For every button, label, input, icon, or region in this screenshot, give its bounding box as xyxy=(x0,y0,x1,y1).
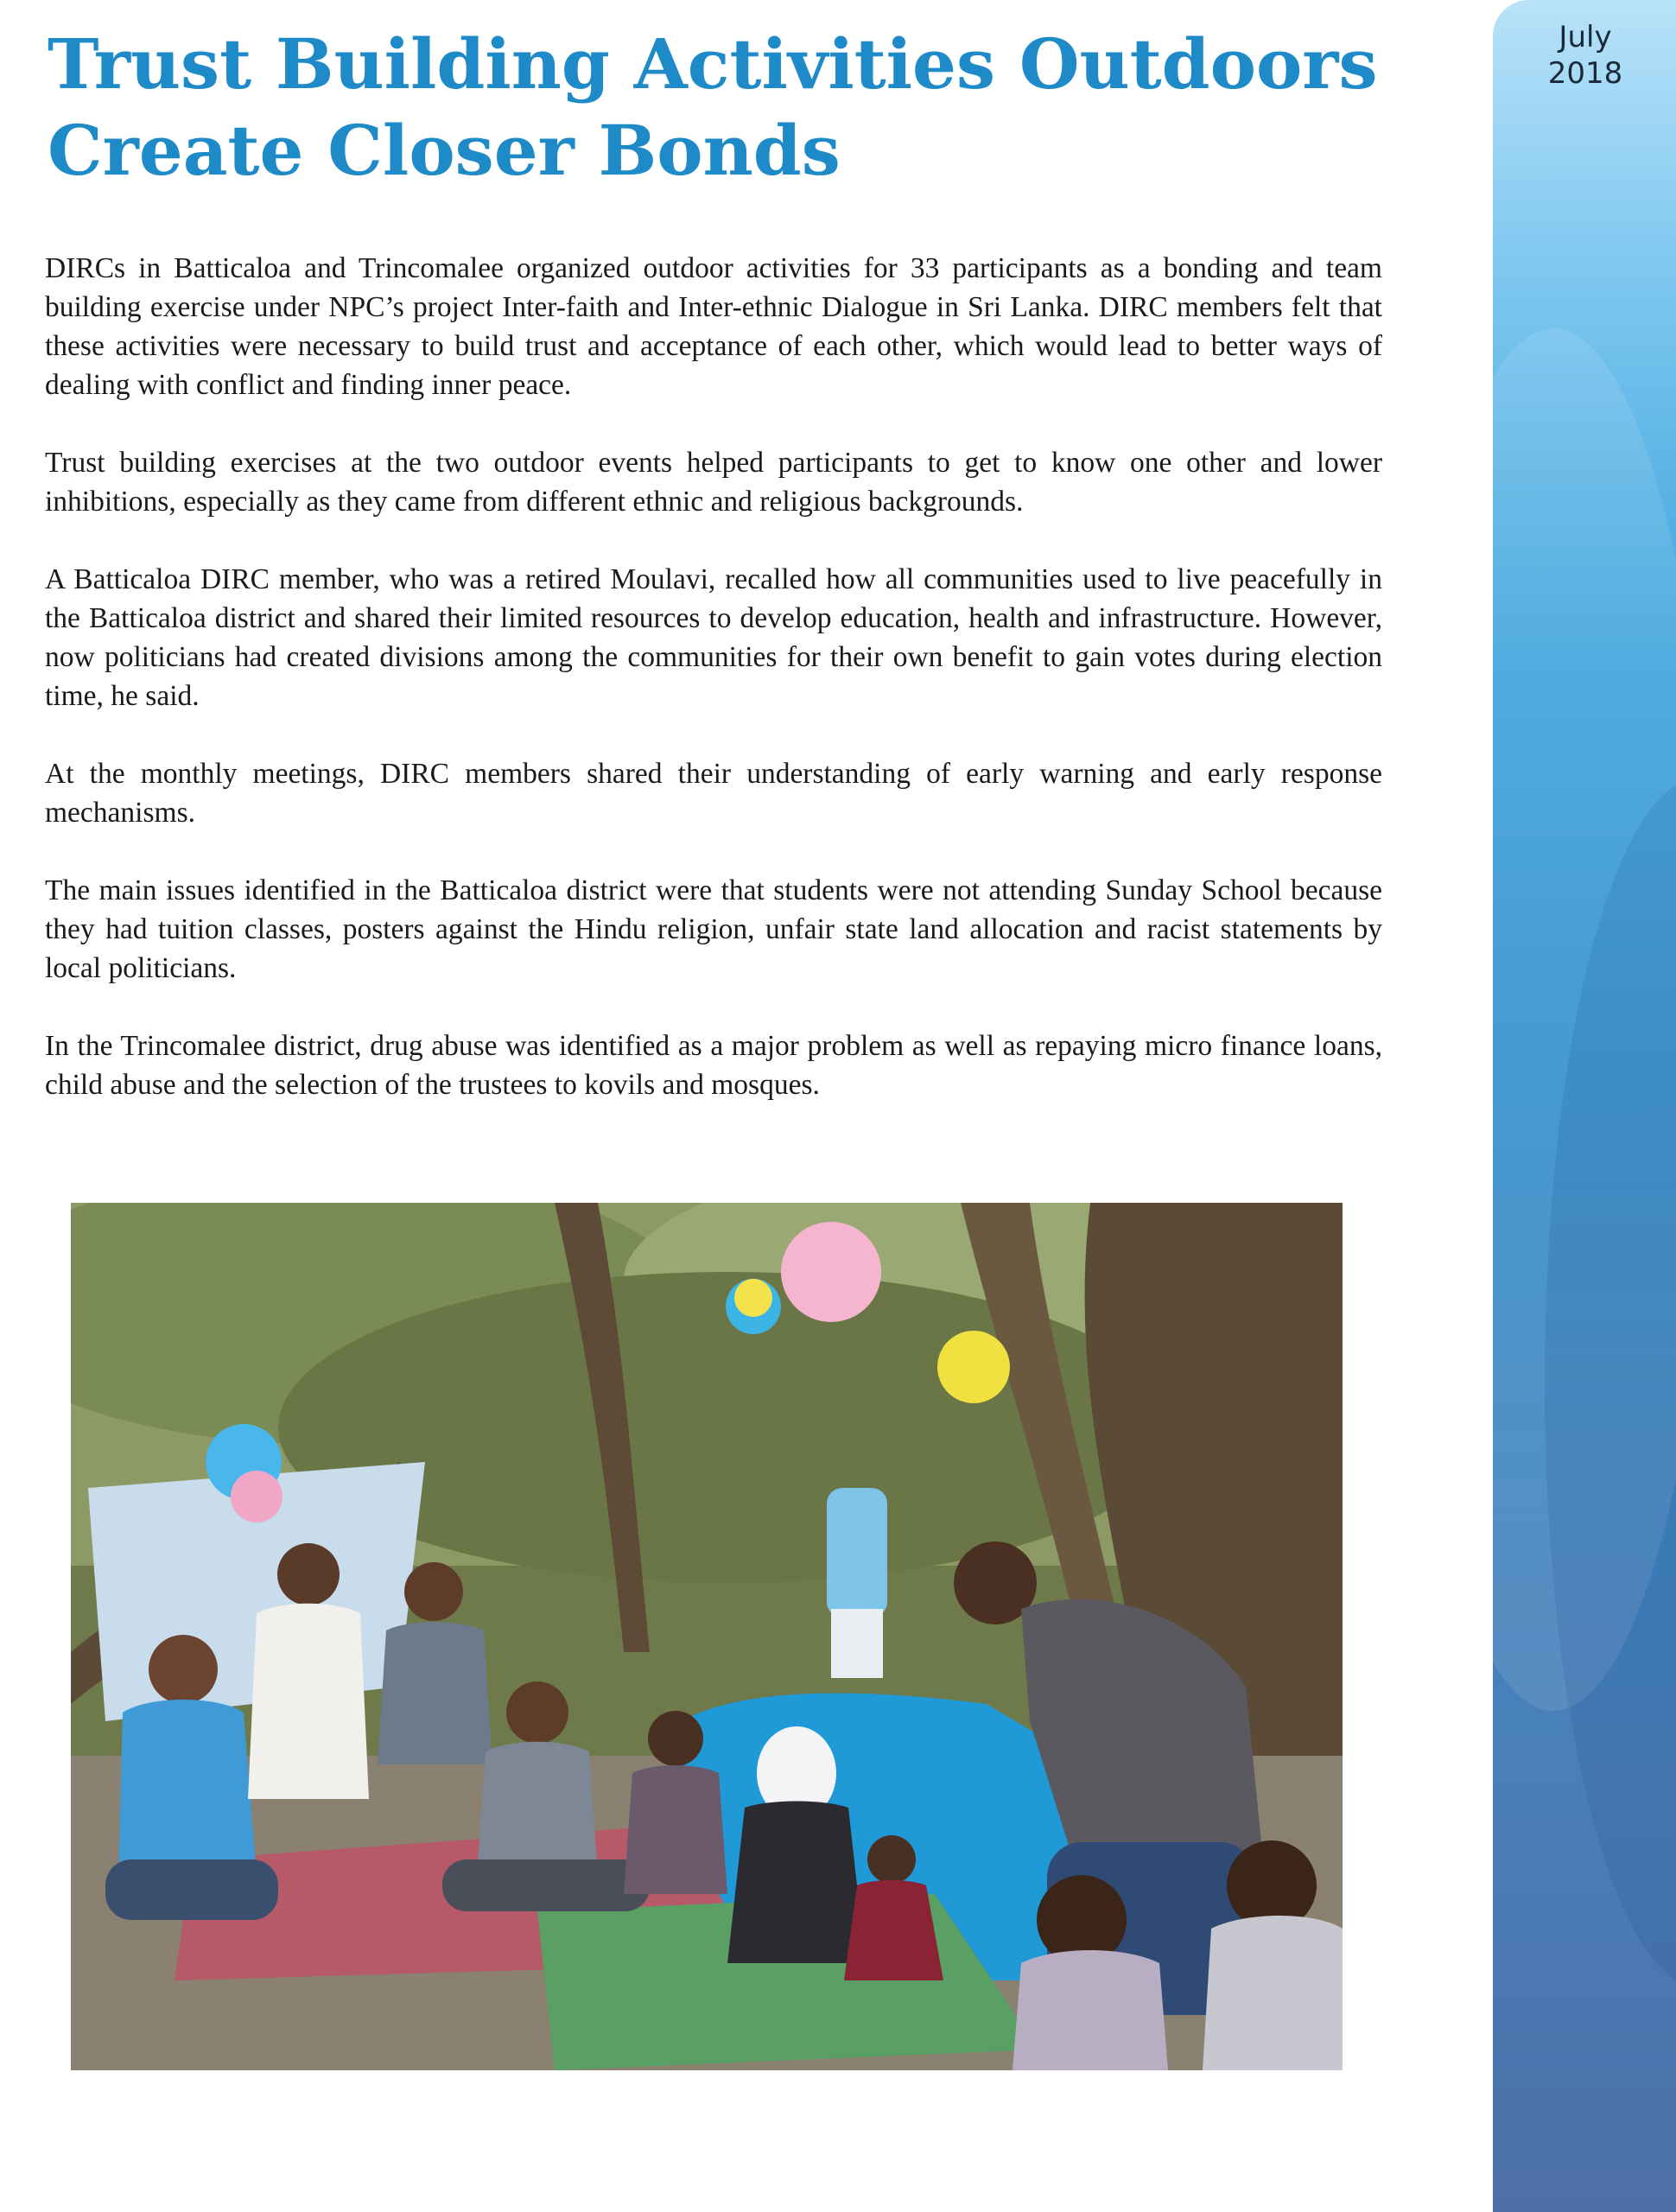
article-title-line-1: Trust Building Activities Outdoors xyxy=(48,23,1378,105)
group-photo-illustration xyxy=(71,1203,1343,2070)
article-paragraph: At the monthly meetings, DIRC members shared their understanding of early warning and early response mechanisms. xyxy=(45,758,1382,829)
article-paragraph: The main issues identified in the Batticaloa district were that students were not attending Sunday School because they had tuition classes, posters against the Hindu religion, unfair state land allocation and racist statements by local politicians. xyxy=(45,874,1382,984)
group-photo xyxy=(71,1203,1343,2070)
article-paragraph: A Batticaloa DIRC member, who was a retired Moulavi, recalled how all communities used to live peacefully in the Batticaloa district and shared their limited resources to develop education, health and infrastructure. However, now politicians had created divisions among the communities for their own benefit to gain votes during election time, he said. xyxy=(45,563,1382,712)
article-paragraph: DIRCs in Batticaloa and Trincomalee organized outdoor activities for 33 participants as a bonding and team building exercise under NPC’s project Inter-faith and Inter-ethnic Dialogue in Sri Lanka. DIRC members felt that these activities were necessary to build trust and acceptance of each other, which would lead to better ways of dealing with conflict and finding inner peace. xyxy=(45,252,1382,401)
article-title-line-2: Create Closer Bonds xyxy=(48,110,841,191)
decorative-sidebar xyxy=(1493,0,1676,2212)
article-paragraph: Trust building exercises at the two outdoor events helped participants to get to know one other and lower inhibitions, especially as they came from different ethnic and religious backgrounds. xyxy=(45,447,1382,518)
issue-year: 2018 xyxy=(1547,56,1623,91)
article-title xyxy=(48,21,1430,194)
article-body xyxy=(45,249,1382,1143)
article-paragraph: In the Trincomalee district, drug abuse was identified as a major problem as well as repaying micro finance loans, child abuse and the selection of the trustees to kovils and mosques. xyxy=(45,1030,1382,1101)
issue-date xyxy=(1503,19,1667,92)
issue-month: July xyxy=(1559,20,1612,54)
